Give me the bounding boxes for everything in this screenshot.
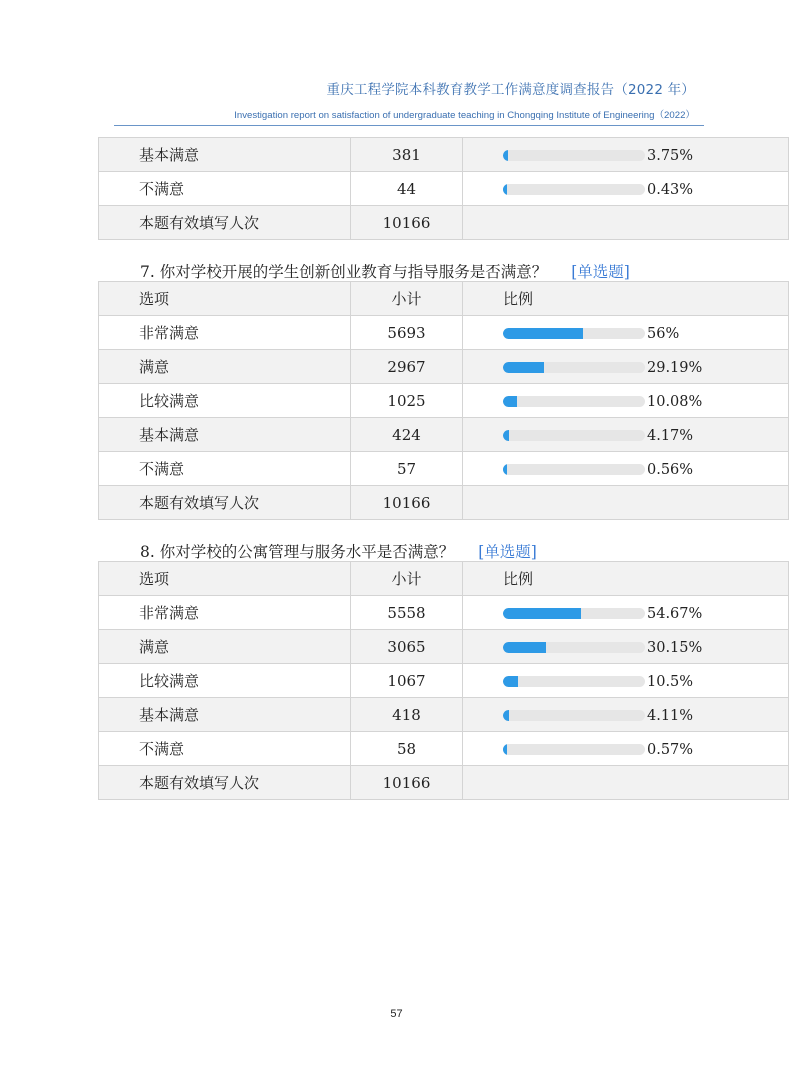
header-divider (114, 125, 704, 126)
page-number: 57 (390, 1008, 403, 1020)
header-title-cn: 重庆工程学院本科教育教学工作满意度调查报告（2022 年） (326, 82, 695, 98)
question-7-title (140, 260, 630, 282)
ratio-cell (463, 350, 789, 384)
option-count: 2967 (351, 350, 463, 384)
option-count: 1025 (351, 384, 463, 418)
option-percent: 30.15% (647, 639, 703, 656)
option-count: 381 (351, 138, 463, 172)
ratio-cell (463, 664, 789, 698)
total-count: 10166 (351, 486, 463, 520)
option-label: 非常满意 (99, 316, 351, 350)
column-header-ratio: 比例 (463, 562, 789, 596)
table-header-row (99, 282, 789, 316)
survey-table-q7 (98, 281, 789, 520)
progress-bar (503, 676, 645, 687)
survey-table-q8 (98, 561, 789, 800)
option-count: 58 (351, 732, 463, 766)
option-label: 不满意 (99, 732, 351, 766)
page-header (234, 78, 695, 121)
total-count: 10166 (351, 206, 463, 240)
option-percent: 54.67% (647, 605, 703, 622)
table-row (99, 384, 789, 418)
progress-bar (503, 710, 645, 721)
ratio-cell (463, 698, 789, 732)
table-row (99, 452, 789, 486)
option-percent: 29.19% (647, 359, 703, 376)
progress-bar (503, 362, 645, 373)
option-percent: 0.57% (647, 741, 694, 758)
option-percent: 0.43% (647, 181, 694, 198)
option-count: 418 (351, 698, 463, 732)
option-count: 424 (351, 418, 463, 452)
total-count: 10166 (351, 766, 463, 800)
table-row (99, 732, 789, 766)
progress-bar-fill (503, 676, 518, 687)
ratio-cell (463, 630, 789, 664)
option-label: 满意 (99, 630, 351, 664)
option-label: 基本满意 (99, 698, 351, 732)
option-percent: 10.5% (647, 673, 694, 690)
option-label: 比较满意 (99, 664, 351, 698)
column-header-option: 选项 (99, 282, 351, 316)
ratio-cell (463, 732, 789, 766)
table-row (99, 418, 789, 452)
progress-bar-fill (503, 430, 509, 441)
option-count: 3065 (351, 630, 463, 664)
progress-bar-fill (503, 744, 507, 755)
table-total-row (99, 766, 789, 800)
progress-bar (503, 642, 645, 653)
table-row (99, 630, 789, 664)
progress-bar-fill (503, 362, 544, 373)
column-header-count: 小计 (351, 282, 463, 316)
empty-cell (463, 486, 789, 520)
progress-bar-fill (503, 710, 509, 721)
total-label: 本题有效填写人次 (99, 206, 351, 240)
progress-bar (503, 150, 645, 161)
question-type-tag: [单选题] (571, 263, 630, 281)
option-label: 满意 (99, 350, 351, 384)
option-label: 非常满意 (99, 596, 351, 630)
progress-bar (503, 464, 645, 475)
progress-bar-fill (503, 608, 581, 619)
table-row (99, 138, 789, 172)
progress-bar (503, 184, 645, 195)
option-label: 基本满意 (99, 138, 351, 172)
option-count: 57 (351, 452, 463, 486)
progress-bar-fill (503, 184, 507, 195)
option-percent: 56% (647, 325, 680, 342)
ratio-cell (463, 384, 789, 418)
option-percent: 4.17% (647, 427, 694, 444)
survey-table-prev (98, 137, 789, 240)
option-count: 1067 (351, 664, 463, 698)
option-count: 5693 (351, 316, 463, 350)
empty-cell (463, 206, 789, 240)
progress-bar (503, 396, 645, 407)
total-label: 本题有效填写人次 (99, 766, 351, 800)
empty-cell (463, 766, 789, 800)
progress-bar-fill (503, 464, 507, 475)
ratio-cell (463, 452, 789, 486)
progress-bar-fill (503, 642, 546, 653)
option-percent: 3.75% (647, 147, 694, 164)
table-total-row (99, 206, 789, 240)
option-label: 不满意 (99, 452, 351, 486)
progress-bar (503, 430, 645, 441)
table-row (99, 172, 789, 206)
header-title-en: Investigation report on satisfaction of undergraduate teaching in Chongqing Institute of Engineering（2022） (234, 110, 695, 121)
progress-bar (503, 744, 645, 755)
total-label: 本题有效填写人次 (99, 486, 351, 520)
option-label: 基本满意 (99, 418, 351, 452)
option-percent: 10.08% (647, 393, 703, 410)
table-row (99, 350, 789, 384)
ratio-cell (463, 138, 789, 172)
question-text: 7. 你对学校开展的学生创新创业教育与指导服务是否满意？ (140, 263, 548, 281)
column-header-count: 小计 (351, 562, 463, 596)
option-percent: 4.11% (647, 707, 694, 724)
progress-bar-fill (503, 150, 508, 161)
option-count: 44 (351, 172, 463, 206)
table-row (99, 664, 789, 698)
ratio-cell (463, 596, 789, 630)
table-header-row (99, 562, 789, 596)
ratio-cell (463, 172, 789, 206)
ratio-cell (463, 418, 789, 452)
table-row (99, 596, 789, 630)
option-label: 不满意 (99, 172, 351, 206)
option-percent: 0.56% (647, 461, 694, 478)
progress-bar-fill (503, 328, 583, 339)
progress-bar-fill (503, 396, 517, 407)
progress-bar (503, 328, 645, 339)
table-total-row (99, 486, 789, 520)
progress-bar (503, 608, 645, 619)
table-row (99, 698, 789, 732)
question-text: 8. 你对学校的公寓管理与服务水平是否满意？ (140, 543, 455, 561)
table-row (99, 316, 789, 350)
column-header-ratio: 比例 (463, 282, 789, 316)
column-header-option: 选项 (99, 562, 351, 596)
option-label: 比较满意 (99, 384, 351, 418)
question-type-tag: [单选题] (478, 543, 537, 561)
question-8-title (140, 540, 537, 562)
option-count: 5558 (351, 596, 463, 630)
ratio-cell (463, 316, 789, 350)
